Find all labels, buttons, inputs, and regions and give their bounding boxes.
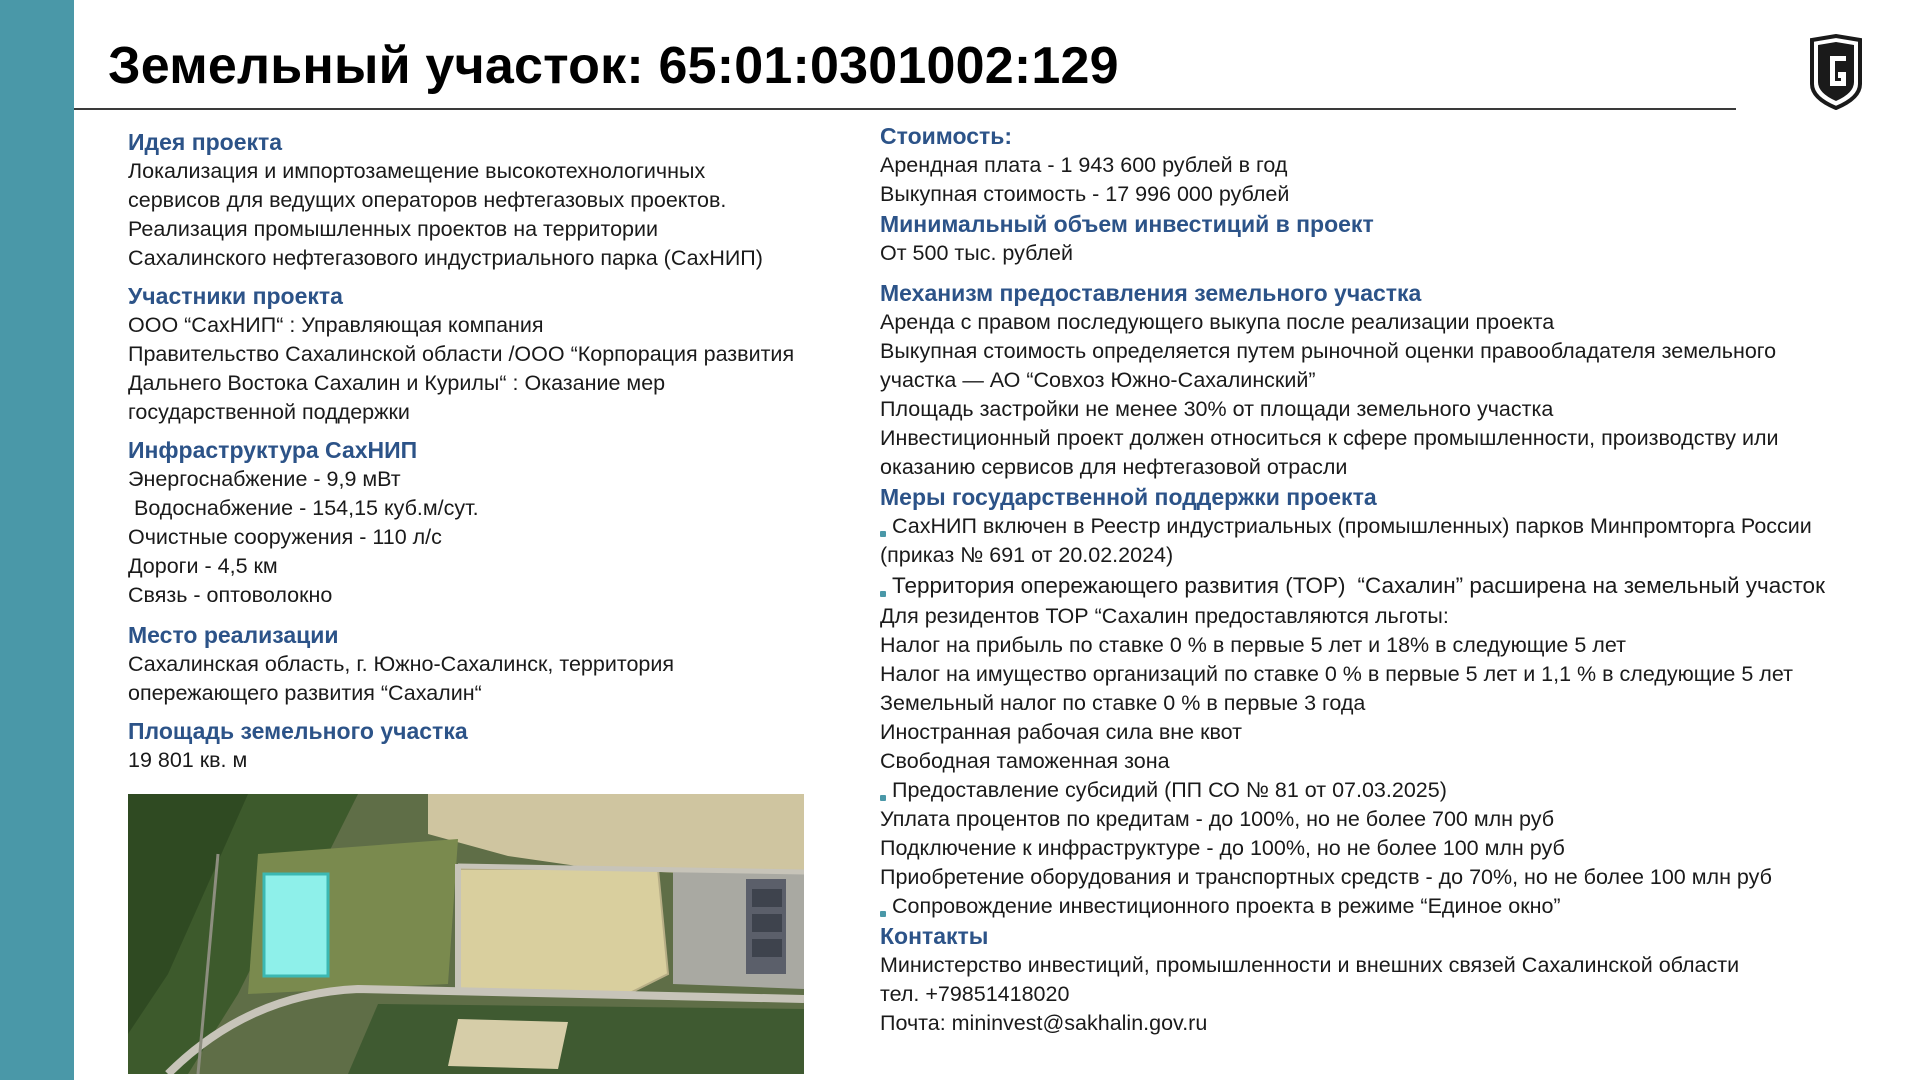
location-line: Сахалинская область, г. Южно-Сахалинск, территория [128,652,675,676]
benefit-line: Земельный налог по ставке 0 % в первые 3 года [880,691,1366,715]
benefit-line: Свободная таможенная зона [880,749,1170,773]
contacts-ministry: Министерство инвестиций, промышленности и внешних связей Сахалинской области [880,953,1740,977]
left-column [128,127,848,775]
support-single-window-line [880,892,1900,921]
idea-line: Локализация и импортозамещение высокотехнологичных [128,159,706,183]
section-heading-mechanism: Механизм предоставления земельного участка [880,280,1422,306]
section-heading-area: Площадь земельного участка [128,718,468,744]
infrastructure-line: Связь - оптоволокно [128,583,333,607]
left-accent-bar [0,0,74,1080]
participants-line: ООО “СахНИП“ : Управляющая компания [128,313,544,337]
section-idea [128,127,848,273]
square-bullet-icon [880,911,886,917]
support-tor-text-a: Территория опережающего развития (ТОР) [892,573,1346,598]
support-subsidy-line [880,776,1900,805]
support-registry-line [880,512,1900,541]
section-heading-support: Меры государственной поддержки проекта [880,484,1377,510]
section-heading-participants: Участники проекта [128,283,343,309]
subsidy-item: Приобретение оборудования и транспортных средств - до 70%, но не более 100 млн руб [880,865,1772,889]
area-value: 19 801 кв. м [128,748,248,772]
cost-line: Выкупная стоимость - 17 996 000 рублей [880,182,1290,206]
section-heading-min-investment: Минимальный объем инвестиций в проект [880,211,1374,237]
mechanism-line: Площадь застройки не менее 30% от площади земельного участка [880,397,1554,421]
min-investment-value: От 500 тыс. рублей [880,241,1073,265]
section-mechanism [880,278,1900,482]
infrastructure-line: Энергоснабжение - 9,9 мВт [128,467,401,491]
mechanism-line: Выкупная стоимость определяется путем рыночной оценки правообладателя земельного [880,339,1777,363]
support-registry-text: СахНИП включен в Реестр индустриальных (промышленных) парков Минпромторга России [892,514,1812,538]
section-heading-cost: Стоимость: [880,123,1013,149]
section-contacts [880,921,1900,1038]
participants-line: государственной поддержки [128,400,410,424]
support-tor-text-b: “Сахалин” расширена на земельный участок [1357,573,1825,598]
infrastructure-line: Водоснабжение - 154,15 куб.м/сут. [128,496,479,520]
idea-line: Сахалинского нефтегазового индустриального парка (СахНИП) [128,246,763,270]
section-cost [880,121,1900,209]
mechanism-line: Инвестиционный проект должен относиться к сфере промышленности, производству или [880,426,1779,450]
section-support [880,482,1900,921]
contacts-phone: тел. +79851418020 [880,982,1070,1006]
mechanism-line: оказанию сервисов для нефтегазовой отрасли [880,455,1348,479]
location-line: опережающего развития “Сахалин“ [128,681,482,705]
square-bullet-icon [880,591,886,597]
idea-line: Реализация промышленных проектов на территории [128,217,659,241]
idea-line: сервисов для ведущих операторов нефтегазовых проектов. [128,188,727,212]
title-divider [74,108,1736,110]
subsidy-item: Уплата процентов по кредитам - до 100%, но не более 700 млн руб [880,807,1555,831]
benefit-line: Иностранная рабочая сила вне квот [880,720,1242,744]
right-column [880,121,1900,1038]
subsidy-item: Подключение к инфраструктуре - до 100%, но не более 100 млн руб [880,836,1565,860]
page-title: Земельный участок: 65:01:0301002:129 [108,37,1119,95]
contacts-email: Почта: mininvest@sakhalin.gov.ru [880,1011,1208,1035]
support-subsidy-text: Предоставление субсидий (ПП СО № 81 от 07.03.2025) [892,778,1447,802]
aerial-site-map [128,794,804,1074]
square-bullet-icon [880,795,886,801]
participants-line: Дальнего Востока Сахалин и Курилы“ : Оказание мер [128,371,666,395]
infrastructure-line: Очистные сооружения - 110 л/с [128,525,442,549]
support-single-window-text: Сопровождение инвестиционного проекта в режиме “Единое окно” [892,894,1561,918]
section-participants [128,281,848,427]
section-infrastructure [128,435,848,610]
section-min-investment [880,209,1900,268]
support-tor-line [880,570,1900,602]
participants-line: Правительство Сахалинской области /ООО “Корпорация развития [128,342,795,366]
square-bullet-icon [880,531,886,537]
infrastructure-line: Дороги - 4,5 км [128,554,278,578]
shield-logo-icon [1808,34,1864,110]
benefit-line: Налог на имущество организаций по ставке 0 % в первые 5 лет и 1,1 % в следующие 5 лет [880,662,1793,686]
section-heading-infrastructure: Инфраструктура СахНИП [128,437,418,463]
section-heading-contacts: Контакты [880,923,989,949]
support-registry-order: (приказ № 691 от 20.02.2024) [880,543,1174,567]
section-location [128,620,848,708]
section-area [128,716,848,775]
mechanism-line: участка — АО “Совхоз Южно-Сахалинский” [880,368,1316,392]
benefit-line: Налог на прибыль по ставке 0 % в первые 5 лет и 18% в следующие 5 лет [880,633,1626,657]
cost-line: Арендная плата - 1 943 600 рублей в год [880,153,1288,177]
section-heading-idea: Идея проекта [128,129,283,155]
mechanism-line: Аренда с правом последующего выкупа после реализации проекта [880,310,1555,334]
section-heading-location: Место реализации [128,622,339,648]
benefit-line: Для резидентов ТОР “Сахалин предоставляются льготы: [880,604,1449,628]
